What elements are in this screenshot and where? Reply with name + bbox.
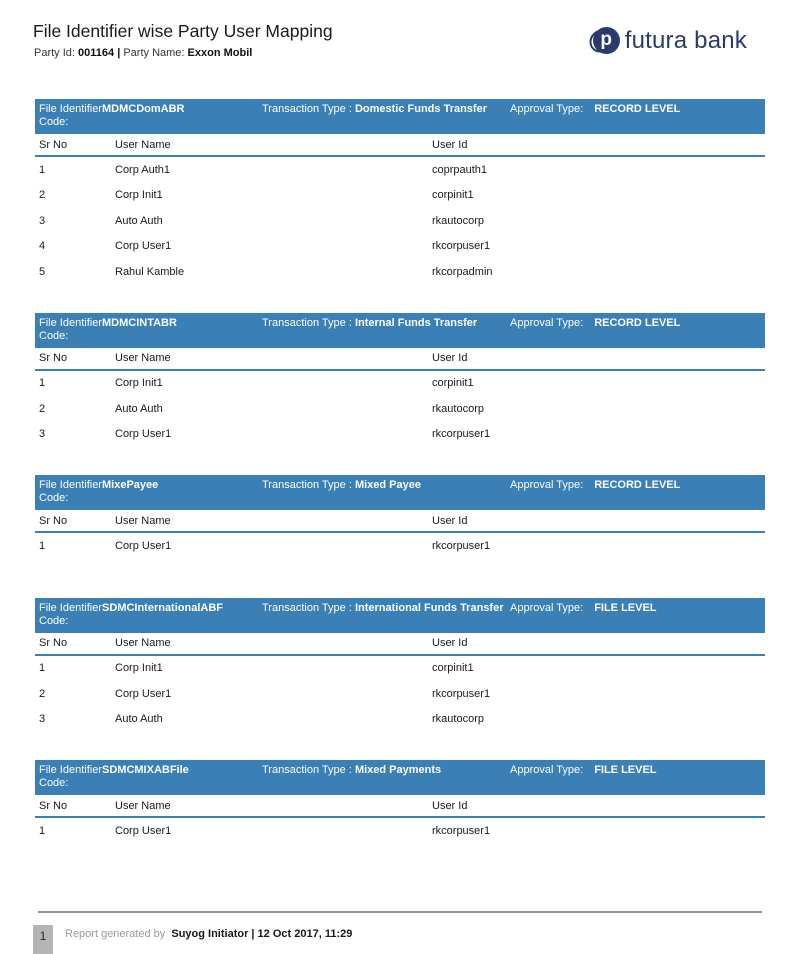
approval-type-cell bbox=[510, 317, 765, 330]
row-user-name: Corp Init1 bbox=[115, 377, 163, 390]
row-sr-no: 3 bbox=[39, 428, 46, 441]
party-name-label: Party Name: bbox=[123, 47, 185, 59]
sections bbox=[35, 99, 765, 844]
column-header-row bbox=[35, 134, 765, 157]
row-user-id: rkcorpuser1 bbox=[432, 539, 491, 552]
logo-letter-circle: p bbox=[593, 27, 620, 54]
bank-logo bbox=[590, 26, 747, 56]
table-row bbox=[35, 396, 765, 422]
column-header-row bbox=[35, 348, 765, 371]
approval-type-cell bbox=[510, 764, 765, 777]
table-row bbox=[35, 157, 765, 183]
row-user-name: Corp User1 bbox=[115, 687, 172, 700]
column-user-id: User Id bbox=[432, 799, 468, 812]
transaction-type-label: Transaction Type : bbox=[262, 479, 352, 491]
bank-logo-icon bbox=[590, 26, 620, 56]
section-header-bar bbox=[35, 313, 765, 348]
column-user-name: User Name bbox=[115, 352, 171, 364]
row-user-id: rkcorpadmin bbox=[432, 265, 493, 278]
section-header-bar bbox=[35, 760, 765, 795]
table-row bbox=[35, 371, 765, 397]
user-rows bbox=[35, 157, 765, 285]
section-header-bar bbox=[35, 99, 765, 134]
transaction-type-value: Domestic Funds Transfer bbox=[354, 103, 487, 115]
page-number-badge: 1 bbox=[33, 925, 53, 954]
party-name-value: Exxon Mobil bbox=[187, 47, 253, 59]
report-header bbox=[0, 0, 799, 99]
transaction-type-value: Mixed Payments bbox=[354, 764, 442, 776]
column-header-row bbox=[35, 795, 765, 818]
column-sr-no: Sr No bbox=[39, 514, 68, 527]
approval-type-value: RECORD LEVEL bbox=[594, 479, 681, 491]
column-user-id: User Id bbox=[432, 514, 468, 527]
file-identifier-section bbox=[35, 598, 765, 733]
row-user-name: Corp Init1 bbox=[115, 189, 163, 202]
table-row bbox=[35, 656, 765, 682]
file-identifier-label: File Identifier Code: bbox=[39, 601, 102, 627]
table-row bbox=[35, 533, 765, 559]
row-sr-no: 1 bbox=[39, 539, 46, 552]
column-sr-no: Sr No bbox=[39, 799, 68, 812]
transaction-type-label: Transaction Type : bbox=[262, 764, 352, 776]
row-user-name: Corp User1 bbox=[115, 539, 172, 552]
transaction-type-label: Transaction Type : bbox=[262, 601, 352, 614]
row-user-name: Corp Auth1 bbox=[115, 163, 171, 176]
column-sr-no: Sr No bbox=[39, 352, 68, 364]
row-user-name: Corp User1 bbox=[115, 240, 172, 253]
row-sr-no: 2 bbox=[39, 687, 46, 700]
column-user-id: User Id bbox=[432, 138, 468, 151]
column-user-name: User Name bbox=[115, 799, 171, 812]
column-header-row bbox=[35, 633, 765, 656]
user-rows bbox=[35, 371, 765, 448]
approval-type-label: Approval Type: bbox=[510, 764, 584, 776]
row-user-name: Corp Init1 bbox=[115, 662, 163, 675]
file-identifier-section bbox=[35, 313, 765, 448]
approval-type-cell bbox=[510, 103, 765, 116]
section-header-bar bbox=[35, 475, 765, 510]
table-row bbox=[35, 183, 765, 209]
approval-type-cell bbox=[510, 479, 765, 492]
table-row bbox=[35, 681, 765, 707]
approval-type-value: RECORD LEVEL bbox=[594, 316, 681, 329]
table-row bbox=[35, 259, 765, 285]
file-identifier-section bbox=[35, 760, 765, 844]
column-header-row bbox=[35, 510, 765, 533]
row-sr-no: 2 bbox=[39, 402, 46, 415]
file-identifier-section bbox=[35, 99, 765, 285]
party-id-value: 001164 bbox=[78, 47, 115, 59]
row-user-id: rkcorpuser1 bbox=[432, 240, 491, 253]
footer-generated-text bbox=[65, 928, 352, 940]
user-rows bbox=[35, 533, 765, 559]
subtitle-separator: | bbox=[117, 47, 121, 59]
table-row bbox=[35, 422, 765, 448]
row-sr-no: 3 bbox=[39, 214, 46, 227]
row-user-id: rkautocorp bbox=[432, 402, 484, 415]
row-sr-no: 1 bbox=[39, 824, 46, 837]
transaction-type-cell bbox=[262, 602, 510, 615]
row-user-id: corpinit1 bbox=[432, 377, 474, 390]
approval-type-label: Approval Type: bbox=[510, 316, 584, 329]
row-user-name: Auto Auth bbox=[115, 402, 163, 415]
party-subtitle bbox=[34, 47, 252, 59]
generated-by-value: Suyog Initiator | 12 Oct 2017, 11:29 bbox=[171, 928, 353, 940]
row-user-name: Corp User1 bbox=[115, 428, 172, 441]
column-user-name: User Name bbox=[115, 637, 171, 649]
row-user-id: rkcorpuser1 bbox=[432, 428, 491, 441]
row-user-id: rkautocorp bbox=[432, 713, 484, 726]
transaction-type-value: International Funds Transfer bbox=[354, 601, 504, 614]
column-user-name: User Name bbox=[115, 138, 171, 151]
footer-divider bbox=[38, 911, 762, 913]
approval-type-label: Approval Type: bbox=[510, 103, 584, 115]
bank-logo-text: futura bank bbox=[624, 27, 747, 54]
row-user-id: corpinit1 bbox=[432, 189, 474, 202]
file-identifier-code: SDMCMIXABFile bbox=[102, 764, 189, 776]
row-sr-no: 3 bbox=[39, 713, 46, 726]
transaction-type-cell bbox=[262, 103, 510, 116]
file-identifier-label: File Identifier Code: bbox=[39, 103, 102, 128]
user-rows bbox=[35, 656, 765, 733]
row-sr-no: 1 bbox=[39, 662, 46, 675]
approval-type-label: Approval Type: bbox=[510, 479, 584, 491]
column-sr-no: Sr No bbox=[39, 138, 68, 151]
table-row bbox=[35, 234, 765, 260]
transaction-type-value: Internal Funds Transfer bbox=[354, 316, 478, 329]
approval-type-value: RECORD LEVEL bbox=[594, 103, 681, 115]
file-identifier-code: MDMCDomABR bbox=[102, 103, 185, 115]
row-user-id: rkcorpuser1 bbox=[432, 824, 491, 837]
file-identifier-section bbox=[35, 475, 765, 559]
file-identifier-label: File Identifier Code: bbox=[39, 479, 102, 504]
approval-type-value: FILE LEVEL bbox=[594, 764, 657, 776]
file-identifier-code: MDMCINTABR bbox=[102, 316, 177, 329]
transaction-type-cell bbox=[262, 479, 510, 492]
row-sr-no: 4 bbox=[39, 240, 46, 253]
row-user-id: rkautocorp bbox=[432, 214, 484, 227]
transaction-type-label: Transaction Type : bbox=[262, 316, 352, 329]
transaction-type-cell bbox=[262, 764, 510, 777]
transaction-type-label: Transaction Type : bbox=[262, 103, 352, 115]
column-sr-no: Sr No bbox=[39, 637, 68, 649]
transaction-type-cell bbox=[262, 317, 510, 330]
row-user-id: coprpauth1 bbox=[432, 163, 488, 176]
row-sr-no: 1 bbox=[39, 163, 46, 176]
approval-type-cell bbox=[510, 602, 765, 615]
row-sr-no: 2 bbox=[39, 189, 46, 202]
column-user-name: User Name bbox=[115, 514, 171, 527]
row-user-id: corpinit1 bbox=[432, 662, 474, 675]
table-row bbox=[35, 208, 765, 234]
file-identifier-label: File Identifier Code: bbox=[39, 764, 102, 789]
page-title: File Identifier wise Party User Mapping bbox=[33, 21, 333, 41]
approval-type-label: Approval Type: bbox=[510, 601, 584, 614]
file-identifier-code: SDMCInternationalABF bbox=[102, 601, 223, 614]
row-user-name: Auto Auth bbox=[115, 713, 163, 726]
row-user-id: rkcorpuser1 bbox=[432, 687, 491, 700]
column-user-id: User Id bbox=[432, 352, 468, 364]
row-user-name: Corp User1 bbox=[115, 824, 172, 837]
file-identifier-code: MixePayee bbox=[102, 479, 159, 491]
generated-by-label: Report generated by bbox=[65, 928, 166, 940]
row-user-name: Rahul Kamble bbox=[115, 265, 185, 278]
column-user-id: User Id bbox=[432, 637, 468, 649]
file-identifier-label: File Identifier Code: bbox=[39, 316, 102, 342]
row-sr-no: 1 bbox=[39, 377, 46, 390]
table-row bbox=[35, 818, 765, 844]
transaction-type-value: Mixed Payee bbox=[354, 479, 421, 491]
approval-type-value: FILE LEVEL bbox=[594, 601, 657, 614]
row-user-name: Auto Auth bbox=[115, 214, 163, 227]
section-header-bar bbox=[35, 598, 765, 633]
party-id-label: Party Id: bbox=[34, 47, 75, 59]
row-sr-no: 5 bbox=[39, 265, 46, 278]
table-row bbox=[35, 707, 765, 733]
user-rows bbox=[35, 818, 765, 844]
